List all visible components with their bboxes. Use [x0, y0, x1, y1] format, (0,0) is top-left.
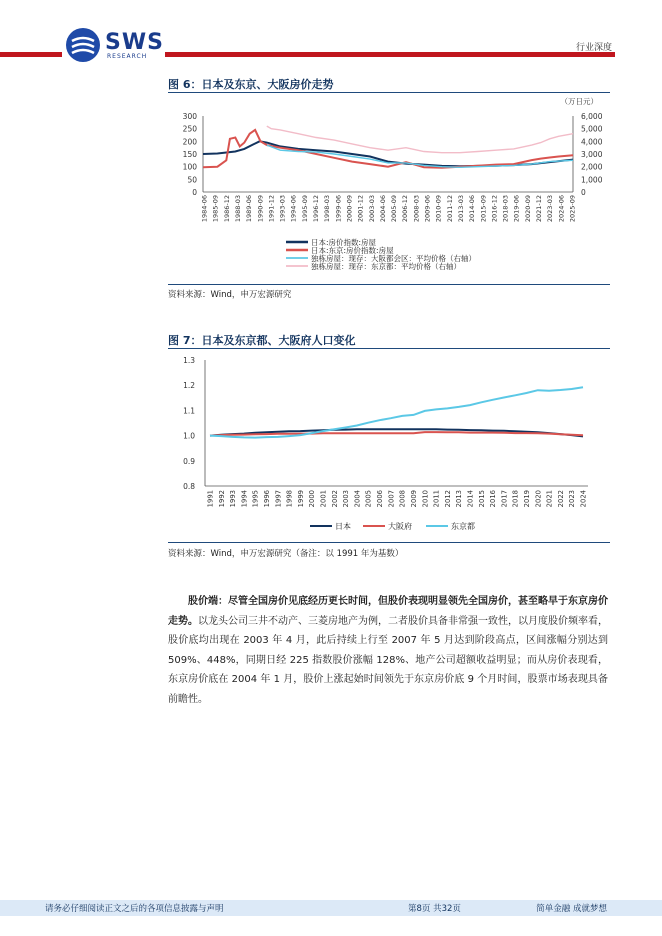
x-tick-label: 2021	[545, 490, 554, 508]
x-tick-label: 2020-09	[523, 195, 532, 223]
right-y-tick: 6,000	[581, 112, 603, 121]
y-tick: 1.1	[183, 406, 195, 416]
left-y-tick: 100	[182, 162, 197, 172]
x-tick-label: 1999	[296, 490, 305, 508]
figure7-top-rule	[168, 348, 610, 349]
x-tick-label: 1994-06	[289, 195, 298, 223]
figure7-chart	[168, 350, 610, 542]
x-tick-label: 2013	[455, 490, 464, 508]
x-tick-label: 1998-03	[323, 195, 332, 223]
x-tick-label: 2022	[556, 490, 565, 508]
x-tick-label: 2015-09	[479, 195, 488, 223]
y-tick: 0.9	[183, 456, 195, 466]
x-tick-label: 2011-12	[445, 195, 454, 223]
x-tick-label: 1986-12	[222, 195, 231, 223]
header-red-rule-right	[165, 52, 615, 57]
x-tick-label: 2001-12	[356, 195, 365, 223]
x-tick-label: 1988-03	[233, 195, 242, 223]
legend-label-1: 日本:房价指数:房屋	[311, 238, 377, 247]
figure6-chart	[168, 94, 610, 284]
series-line-4	[267, 126, 573, 153]
x-tick-label: 2024	[579, 490, 588, 508]
left-y-tick: 0	[192, 188, 197, 197]
x-tick-label: 1985-09	[211, 195, 220, 223]
logo-wave-icon	[70, 33, 96, 57]
right-axis-unit: （万日元）	[560, 97, 598, 106]
x-tick-label: 2009	[409, 490, 418, 508]
x-tick-label: 1991	[206, 490, 215, 508]
x-tick-label: 2002	[330, 490, 339, 508]
y-tick: 0.8	[183, 482, 195, 491]
x-tick-label: 2005	[364, 490, 373, 508]
x-tick-label: 2007	[387, 490, 396, 508]
x-tick-label: 1984-06	[200, 195, 209, 223]
x-tick-label: 2019	[522, 490, 531, 508]
x-tick-label: 2024-06	[557, 195, 566, 223]
x-tick-label: 2017	[500, 490, 509, 508]
x-tick-label: 2015	[477, 490, 486, 508]
logo-subtext: RESEARCH	[107, 53, 148, 60]
body-paragraph	[168, 592, 608, 709]
x-tick-label: 2023-03	[546, 195, 555, 223]
x-tick-label: 2001	[319, 490, 328, 508]
y-tick: 1.0	[183, 431, 195, 441]
x-tick-label: 2012	[443, 490, 452, 508]
figure6-bottom-rule	[168, 284, 610, 285]
x-tick-label: 1999-06	[334, 195, 343, 223]
right-y-tick: 0	[581, 188, 586, 197]
figure7-bottom-rule	[168, 542, 610, 543]
x-tick-label: 1998	[285, 490, 294, 508]
x-tick-label: 2008-03	[412, 195, 421, 223]
logo-text: SWS	[105, 30, 164, 55]
right-y-tick: 5,000	[581, 124, 603, 134]
footer-disclaimer[interactable]: 请务必仔细阅读正文之后的各项信息披露与声明	[45, 904, 224, 914]
x-tick-label: 2021-12	[535, 195, 544, 223]
x-tick-label: 1995	[251, 490, 260, 508]
legend-label-2: 日本:东京:房价指数:房屋	[311, 246, 394, 255]
legend-label-4: 独栋房屋：现存：东京都：平均价格（右轴）	[311, 262, 461, 271]
footer-slogan: 简单金融 成就梦想	[536, 904, 607, 914]
paragraph-rest: 以龙头公司三井不动产、三菱房地产为例，二者股价具备非常强一致性，以月度股价频率看，股价底均出现在 2003 年 4 月，此后持续上行至 2007 年 5 月达到阶段高点，区间涨幅分别达到 509%、448%，同期日经 225 指数股价涨幅 128%、地产公司超额收益明显；而从房价表现看，东京房价底在 2004 年 1 月，股价上涨起始时间领先于东京房价底 9 个月时间，股票市场表现具备前瞻性。	[168, 615, 608, 705]
x-tick-label: 1993-03	[278, 195, 287, 223]
left-y-tick: 150	[182, 150, 197, 159]
x-tick-label: 2025-09	[568, 195, 577, 223]
x-tick-label: 2019-06	[512, 195, 521, 223]
x-tick-label: 2014-06	[468, 195, 477, 223]
x-tick-label: 2023	[568, 490, 577, 508]
report-type-tag: 行业深度	[575, 43, 612, 53]
left-y-tick: 200	[182, 137, 197, 147]
x-tick-label: 2018-03	[501, 195, 510, 223]
x-tick-label: 2008	[398, 490, 407, 508]
x-tick-label: 2010	[421, 490, 430, 508]
x-tick-label: 2016	[489, 490, 498, 508]
x-tick-label: 1989-06	[245, 195, 254, 223]
x-tick-label: 2004	[353, 490, 362, 508]
x-tick-label: 2018	[511, 490, 520, 508]
x-tick-label: 2000	[308, 490, 317, 508]
x-tick-label: 2011	[432, 490, 441, 508]
paragraph-lead: 股价端：尽管全国房价见底经历更长时间，但股价表现明显领先全国房价，甚至略早于东京房价走势。	[168, 596, 608, 627]
left-y-tick: 300	[182, 112, 197, 121]
y-tick: 1.2	[183, 381, 195, 391]
figure6-top-rule	[168, 92, 610, 93]
left-y-tick: 250	[182, 124, 197, 134]
x-tick-label: 1997	[274, 490, 283, 508]
x-tick-label: 1991-12	[267, 195, 276, 223]
legend-label-3: 独栋房屋：现存：大阪都会区：平均价格（右轴）	[311, 254, 476, 263]
x-tick-label: 2004-06	[378, 195, 387, 223]
legend-label-2: 大阪府	[388, 522, 412, 531]
x-tick-label: 2000-09	[345, 195, 354, 223]
x-tick-label: 2003	[342, 490, 351, 508]
x-tick-label: 2006	[376, 490, 385, 508]
right-y-tick: 1,000	[581, 175, 603, 185]
right-y-tick: 4,000	[581, 137, 603, 147]
x-tick-label: 1995-09	[300, 195, 309, 223]
x-tick-label: 1996-12	[312, 195, 321, 223]
x-tick-label: 2010-09	[434, 195, 443, 223]
y-tick: 1.3	[183, 356, 195, 365]
page-number: 第8页 共32页	[408, 904, 461, 914]
x-tick-label: 1994	[240, 490, 249, 508]
x-tick-label: 1990-09	[256, 195, 265, 223]
figure6-title: 图 6：日本及东京、大阪房价走势	[168, 78, 334, 91]
x-tick-label: 2003-03	[367, 195, 376, 223]
figure7-title: 图 7：日本及东京都、大阪府人口变化	[168, 334, 356, 347]
legend-label-1: 日本	[335, 522, 351, 531]
x-tick-label: 2006-12	[401, 195, 410, 223]
figure6-source: 资料来源：Wind，申万宏源研究	[168, 290, 292, 300]
x-tick-label: 2005-09	[390, 195, 399, 223]
figure7-source: 资料来源：Wind，申万宏源研究（备注：以 1991 年为基数）	[168, 549, 404, 559]
x-tick-label: 2013-03	[456, 195, 465, 223]
right-y-tick: 2,000	[581, 162, 603, 172]
x-tick-label: 2014	[466, 490, 475, 508]
x-tick-label: 2016-12	[490, 195, 499, 223]
x-tick-label: 2020	[534, 490, 543, 508]
right-y-tick: 3,000	[581, 150, 603, 159]
x-tick-label: 1993	[229, 490, 238, 508]
left-y-tick: 50	[187, 175, 197, 185]
x-tick-label: 1992	[217, 490, 226, 508]
x-tick-label: 2009-06	[423, 195, 432, 223]
x-tick-label: 1996	[263, 490, 272, 508]
legend-label-3: 东京都	[451, 522, 475, 531]
header-red-rule-left	[0, 52, 62, 57]
